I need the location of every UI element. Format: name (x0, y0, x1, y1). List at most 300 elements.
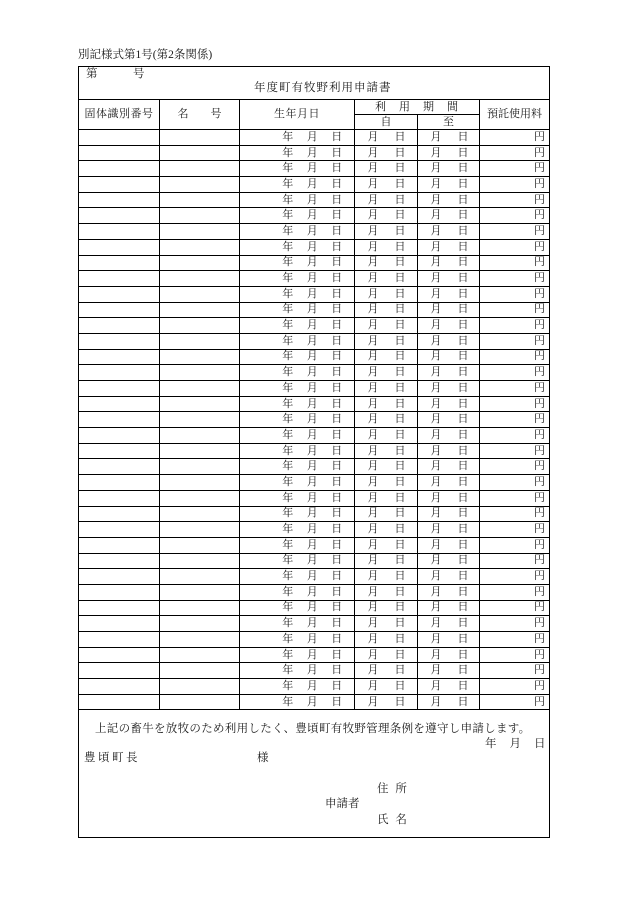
cell-period-to (418, 428, 480, 444)
birth-day-label: 日 (331, 507, 343, 520)
cell-birth-date (240, 616, 355, 632)
birth-month-label: 月 (306, 491, 318, 504)
to-month-label: 月 (430, 146, 442, 159)
birth-year-label: 年 (282, 177, 294, 190)
cell-name (160, 412, 240, 428)
cell-birth-date (240, 428, 355, 444)
cell-period-from (355, 616, 418, 632)
to-month-label: 月 (430, 366, 442, 379)
cell-period-to (418, 475, 480, 491)
cell-individual-id (79, 507, 160, 523)
cell-period-to (418, 444, 480, 460)
birth-year-label: 年 (282, 695, 294, 708)
to-day-label: 日 (457, 303, 469, 316)
fee-unit-label: 円 (534, 538, 545, 551)
cell-period-from (355, 412, 418, 428)
birth-month-label: 月 (306, 664, 318, 677)
birth-day-label: 日 (331, 224, 343, 237)
to-month-label: 月 (430, 177, 442, 190)
table-row (79, 663, 550, 679)
birth-day-label: 日 (331, 397, 343, 410)
table-row (79, 475, 550, 491)
birth-year-label: 年 (282, 507, 294, 520)
fee-unit-label: 円 (534, 193, 545, 206)
table-row (79, 381, 550, 397)
from-day-label: 日 (394, 664, 406, 677)
from-day-label: 日 (394, 224, 406, 237)
birth-month-label: 月 (306, 130, 318, 143)
table-row (79, 554, 550, 570)
from-month-label: 月 (367, 256, 379, 269)
from-day-label: 日 (394, 648, 406, 661)
cell-fee (480, 318, 550, 334)
cell-fee (480, 177, 550, 193)
cell-individual-id (79, 287, 160, 303)
to-day-label: 日 (457, 334, 469, 347)
cell-period-from (355, 161, 418, 177)
table-row (79, 271, 550, 287)
cell-fee (480, 240, 550, 256)
cell-individual-id (79, 365, 160, 381)
to-day-label: 日 (457, 272, 469, 285)
cell-name (160, 585, 240, 601)
cell-name (160, 632, 240, 648)
birth-year-label: 年 (282, 193, 294, 206)
to-day-label: 日 (457, 146, 469, 159)
fee-unit-label: 円 (534, 617, 545, 630)
fee-unit-label: 円 (534, 240, 545, 253)
cell-name (160, 695, 240, 711)
date-line: 年 月 日 (485, 738, 547, 750)
birth-year-label: 年 (282, 256, 294, 269)
cell-birth-date (240, 224, 355, 240)
to-month-label: 月 (430, 319, 442, 332)
birth-month-label: 月 (306, 177, 318, 190)
from-day-label: 日 (394, 272, 406, 285)
fee-unit-label: 円 (534, 287, 545, 300)
birth-month-label: 月 (306, 570, 318, 583)
table-row (79, 695, 550, 711)
to-day-label: 日 (457, 413, 469, 426)
cell-period-from (355, 507, 418, 523)
table-row (79, 459, 550, 475)
cell-period-from (355, 632, 418, 648)
table-header (79, 100, 550, 130)
to-day-label: 日 (457, 554, 469, 567)
from-month-label: 月 (367, 209, 379, 222)
cell-individual-id (79, 177, 160, 193)
to-day-label: 日 (457, 162, 469, 175)
cell-name (160, 428, 240, 444)
cell-period-to (418, 601, 480, 617)
birth-month-label: 月 (306, 162, 318, 175)
cell-period-to (418, 397, 480, 413)
applicant-address-label: 住 所 (377, 783, 407, 795)
birth-day-label: 日 (331, 632, 343, 645)
cell-period-from (355, 287, 418, 303)
to-day-label: 日 (457, 381, 469, 394)
from-month-label: 月 (367, 444, 379, 457)
birth-day-label: 日 (331, 585, 343, 598)
cell-period-from (355, 522, 418, 538)
header-usage-period: 利 用 期 間 (355, 100, 480, 115)
from-month-label: 月 (367, 460, 379, 473)
to-month-label: 月 (430, 256, 442, 269)
from-month-label: 月 (367, 146, 379, 159)
birth-month-label: 月 (306, 146, 318, 159)
cell-name (160, 554, 240, 570)
from-day-label: 日 (394, 601, 406, 614)
cell-name (160, 601, 240, 617)
cell-individual-id (79, 522, 160, 538)
cell-period-to (418, 663, 480, 679)
birth-day-label: 日 (331, 162, 343, 175)
birth-month-label: 月 (306, 695, 318, 708)
cell-individual-id (79, 334, 160, 350)
to-day-label: 日 (457, 538, 469, 551)
birth-day-label: 日 (331, 130, 343, 143)
cell-name (160, 381, 240, 397)
birth-year-label: 年 (282, 209, 294, 222)
cell-individual-id (79, 224, 160, 240)
birth-day-label: 日 (331, 240, 343, 253)
table-row (79, 365, 550, 381)
table-row (79, 507, 550, 523)
fee-unit-label: 円 (534, 256, 545, 269)
cell-birth-date (240, 193, 355, 209)
birth-month-label: 月 (306, 397, 318, 410)
cell-name (160, 350, 240, 366)
cell-period-to (418, 334, 480, 350)
cell-period-from (355, 130, 418, 146)
from-month-label: 月 (367, 334, 379, 347)
birth-month-label: 月 (306, 648, 318, 661)
birth-day-label: 日 (331, 475, 343, 488)
birth-year-label: 年 (282, 617, 294, 630)
form-caption: 別記様式第1号(第2条関係) (78, 49, 213, 61)
from-day-label: 日 (394, 428, 406, 441)
fee-unit-label: 円 (534, 366, 545, 379)
cell-period-to (418, 240, 480, 256)
applicant-name-label: 氏 名 (377, 814, 407, 826)
birth-month-label: 月 (306, 319, 318, 332)
cell-individual-id (79, 569, 160, 585)
cell-period-to (418, 381, 480, 397)
from-day-label: 日 (394, 256, 406, 269)
cell-birth-date (240, 177, 355, 193)
to-month-label: 月 (430, 617, 442, 630)
from-month-label: 月 (367, 475, 379, 488)
cell-period-from (355, 381, 418, 397)
table-row (79, 585, 550, 601)
cell-individual-id (79, 161, 160, 177)
cell-individual-id (79, 695, 160, 711)
header-birth-date: 生年月日 (240, 100, 355, 130)
to-day-label: 日 (457, 570, 469, 583)
cell-period-to (418, 208, 480, 224)
birth-year-label: 年 (282, 334, 294, 347)
fee-unit-label: 円 (534, 162, 545, 175)
cell-birth-date (240, 334, 355, 350)
to-day-label: 日 (457, 193, 469, 206)
cell-fee (480, 569, 550, 585)
cell-period-from (355, 601, 418, 617)
table-row (79, 161, 550, 177)
cell-period-from (355, 350, 418, 366)
cell-individual-id (79, 648, 160, 664)
to-month-label: 月 (430, 632, 442, 645)
cell-birth-date (240, 350, 355, 366)
birth-month-label: 月 (306, 209, 318, 222)
birth-month-label: 月 (306, 679, 318, 692)
to-month-label: 月 (430, 350, 442, 363)
to-day-label: 日 (457, 319, 469, 332)
cell-individual-id (79, 679, 160, 695)
to-day-label: 日 (457, 679, 469, 692)
cell-period-to (418, 569, 480, 585)
birth-year-label: 年 (282, 538, 294, 551)
fee-unit-label: 円 (534, 272, 545, 285)
cell-period-to (418, 695, 480, 711)
cell-birth-date (240, 695, 355, 711)
cell-period-from (355, 193, 418, 209)
cell-name (160, 365, 240, 381)
fee-unit-label: 円 (534, 554, 545, 567)
fee-unit-label: 円 (534, 303, 545, 316)
cell-birth-date (240, 303, 355, 319)
cell-name (160, 507, 240, 523)
to-month-label: 月 (430, 679, 442, 692)
birth-month-label: 月 (306, 256, 318, 269)
cell-period-from (355, 648, 418, 664)
birth-year-label: 年 (282, 664, 294, 677)
cell-period-from (355, 444, 418, 460)
from-day-label: 日 (394, 554, 406, 567)
from-day-label: 日 (394, 130, 406, 143)
cell-period-from (355, 397, 418, 413)
header-fee: 預託使用料 (480, 100, 550, 130)
cell-birth-date (240, 381, 355, 397)
birth-year-label: 年 (282, 648, 294, 661)
cell-individual-id (79, 616, 160, 632)
birth-year-label: 年 (282, 585, 294, 598)
header-period-from: 自 (355, 115, 418, 130)
form-title: 年度町有牧野利用申請書 (254, 82, 392, 94)
to-month-label: 月 (430, 538, 442, 551)
cell-birth-date (240, 554, 355, 570)
cell-name (160, 616, 240, 632)
from-day-label: 日 (394, 146, 406, 159)
cell-fee (480, 522, 550, 538)
birth-month-label: 月 (306, 632, 318, 645)
from-month-label: 月 (367, 679, 379, 692)
cell-birth-date (240, 585, 355, 601)
table-row (79, 177, 550, 193)
birth-year-label: 年 (282, 601, 294, 614)
table-row (79, 412, 550, 428)
to-month-label: 月 (430, 664, 442, 677)
cell-name (160, 444, 240, 460)
to-day-label: 日 (457, 632, 469, 645)
birth-day-label: 日 (331, 193, 343, 206)
table-row (79, 428, 550, 444)
to-month-label: 月 (430, 491, 442, 504)
fee-unit-label: 円 (534, 209, 545, 222)
birth-day-label: 日 (331, 334, 343, 347)
table-row (79, 224, 550, 240)
fee-unit-label: 円 (534, 350, 545, 363)
fee-unit-label: 円 (534, 601, 545, 614)
to-day-label: 日 (457, 256, 469, 269)
birth-year-label: 年 (282, 444, 294, 457)
cell-name (160, 256, 240, 272)
from-day-label: 日 (394, 570, 406, 583)
cell-name (160, 475, 240, 491)
applicant-label: 申請者 (325, 798, 360, 810)
cell-period-from (355, 271, 418, 287)
cell-birth-date (240, 569, 355, 585)
from-month-label: 月 (367, 601, 379, 614)
to-month-label: 月 (430, 397, 442, 410)
to-day-label: 日 (457, 475, 469, 488)
cell-period-from (355, 459, 418, 475)
from-day-label: 日 (394, 444, 406, 457)
cell-period-from (355, 491, 418, 507)
birth-month-label: 月 (306, 224, 318, 237)
to-day-label: 日 (457, 507, 469, 520)
cell-name (160, 663, 240, 679)
table-row (79, 240, 550, 256)
fee-unit-label: 円 (534, 507, 545, 520)
cell-individual-id (79, 632, 160, 648)
birth-year-label: 年 (282, 350, 294, 363)
birth-day-label: 日 (331, 554, 343, 567)
cell-birth-date (240, 522, 355, 538)
birth-day-label: 日 (331, 272, 343, 285)
cell-individual-id (79, 271, 160, 287)
table-body (79, 130, 550, 710)
birth-year-label: 年 (282, 240, 294, 253)
cell-fee (480, 616, 550, 632)
table-row (79, 130, 550, 146)
cell-individual-id (79, 412, 160, 428)
cell-name (160, 679, 240, 695)
table-row (79, 350, 550, 366)
cell-individual-id (79, 554, 160, 570)
document-number-suffix: 号 (133, 68, 145, 80)
birth-month-label: 月 (306, 413, 318, 426)
fee-unit-label: 円 (534, 460, 545, 473)
birth-year-label: 年 (282, 413, 294, 426)
from-month-label: 月 (367, 538, 379, 551)
from-day-label: 日 (394, 397, 406, 410)
cell-period-from (355, 303, 418, 319)
to-day-label: 日 (457, 366, 469, 379)
cell-name (160, 491, 240, 507)
cell-period-to (418, 177, 480, 193)
cell-individual-id (79, 146, 160, 162)
to-month-label: 月 (430, 523, 442, 536)
cell-name (160, 177, 240, 193)
fee-unit-label: 円 (534, 444, 545, 457)
cell-birth-date (240, 271, 355, 287)
fee-unit-label: 円 (534, 632, 545, 645)
cell-name (160, 648, 240, 664)
cell-fee (480, 303, 550, 319)
fee-unit-label: 円 (534, 177, 545, 190)
cell-individual-id (79, 240, 160, 256)
birth-year-label: 年 (282, 319, 294, 332)
table-row (79, 522, 550, 538)
birth-day-label: 日 (331, 617, 343, 630)
birth-year-label: 年 (282, 475, 294, 488)
cell-fee (480, 491, 550, 507)
from-day-label: 日 (394, 240, 406, 253)
to-day-label: 日 (457, 648, 469, 661)
fee-unit-label: 円 (534, 334, 545, 347)
from-day-label: 日 (394, 381, 406, 394)
from-day-label: 日 (394, 303, 406, 316)
birth-month-label: 月 (306, 585, 318, 598)
cell-period-from (355, 177, 418, 193)
to-day-label: 日 (457, 224, 469, 237)
cell-birth-date (240, 240, 355, 256)
cell-fee (480, 475, 550, 491)
table-row (79, 679, 550, 695)
birth-year-label: 年 (282, 523, 294, 536)
cell-period-from (355, 146, 418, 162)
to-day-label: 日 (457, 460, 469, 473)
cell-name (160, 397, 240, 413)
from-day-label: 日 (394, 350, 406, 363)
birth-month-label: 月 (306, 303, 318, 316)
fee-unit-label: 円 (534, 475, 545, 488)
to-month-label: 月 (430, 695, 442, 708)
cell-period-to (418, 318, 480, 334)
cell-period-from (355, 365, 418, 381)
to-month-label: 月 (430, 193, 442, 206)
cell-individual-id (79, 585, 160, 601)
cell-period-to (418, 585, 480, 601)
fee-unit-label: 円 (534, 648, 545, 661)
from-day-label: 日 (394, 491, 406, 504)
from-day-label: 日 (394, 177, 406, 190)
to-month-label: 月 (430, 444, 442, 457)
cell-fee (480, 256, 550, 272)
cell-fee (480, 663, 550, 679)
birth-year-label: 年 (282, 570, 294, 583)
cell-individual-id (79, 601, 160, 617)
from-month-label: 月 (367, 648, 379, 661)
declaration-text: 上記の畜牛を放牧のため利用したく、豊頃町有牧野管理条例を遵守し申請します。 (95, 723, 531, 735)
cell-individual-id (79, 193, 160, 209)
to-month-label: 月 (430, 240, 442, 253)
cell-period-from (355, 475, 418, 491)
birth-year-label: 年 (282, 146, 294, 159)
header-period-to: 至 (418, 115, 480, 130)
cell-individual-id (79, 208, 160, 224)
birth-year-label: 年 (282, 460, 294, 473)
cell-period-to (418, 161, 480, 177)
cell-period-to (418, 193, 480, 209)
to-month-label: 月 (430, 334, 442, 347)
from-month-label: 月 (367, 507, 379, 520)
cell-period-from (355, 334, 418, 350)
cell-period-to (418, 554, 480, 570)
from-month-label: 月 (367, 413, 379, 426)
cell-name (160, 334, 240, 350)
from-month-label: 月 (367, 381, 379, 394)
